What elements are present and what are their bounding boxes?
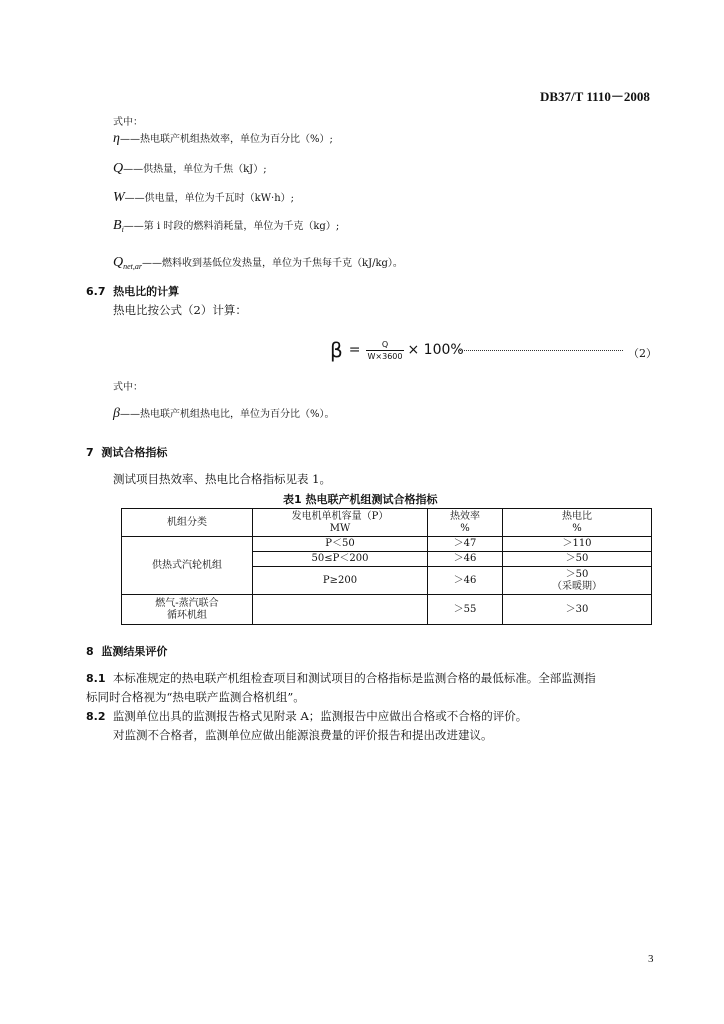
cell-capacity [253, 595, 428, 625]
section-number: 8 [86, 645, 94, 658]
group-name: 供热式汽轮机组 [122, 537, 253, 595]
section-title: 热电比的计算 [113, 285, 180, 298]
definition-q [113, 157, 267, 177]
formula-2 [330, 330, 464, 370]
paragraph-8-2 [86, 708, 527, 724]
section-heading-7 [86, 444, 167, 460]
symbol-q: Q [113, 161, 124, 176]
paragraph-text: 本标准规定的热电联产机组检查项目和测试项目的合格指标是监测合格的最低标准。全部监测指 [112, 671, 596, 685]
paragraph-text: 监测单位出具的监测报告格式见附录 A；监测报告中应做出合格或不合格的评价。 [112, 709, 528, 723]
table-caption: 表1 热电联产机组测试合格指标 [283, 493, 438, 506]
formula-lhs: β [330, 338, 343, 362]
formula-numerator: Q [381, 339, 389, 349]
header-line: % [460, 522, 470, 534]
cell-efficiency: ＞46 [428, 567, 503, 595]
table-row [122, 537, 652, 552]
header-line: 发电机单机容量（P） [291, 510, 389, 522]
section-title: 测试合格指标 [101, 446, 168, 459]
section-heading-6-7 [86, 283, 179, 299]
group-name [122, 595, 253, 625]
standard-number: DB37/T 1110－2008 [540, 89, 650, 104]
ratio-note: （采暖期） [552, 580, 602, 592]
definition-text: ——热电联产机组热电比，单位为百分比（%）。 [119, 409, 335, 420]
section-heading-8 [86, 643, 167, 659]
section-number: 7 [86, 446, 94, 459]
paragraph-8-2-cont: 对监测不合格者，监测单位应做出能源浪费量的评价报告和提出改进建议。 [113, 728, 493, 742]
symbol-eta: η [113, 131, 120, 146]
definition-text: ——第 i 时段的燃料消耗量，单位为千克（kg）; [123, 221, 340, 232]
formula-leader-dots [458, 344, 623, 351]
definition-qnet [113, 251, 403, 271]
definition-text: ——供电量，单位为千瓦时（kW·h）; [124, 193, 294, 204]
symbol-q-net: Q [113, 255, 124, 270]
symbol-b: B [113, 218, 122, 233]
symbol-w: W [113, 190, 125, 205]
where-label: 式中： [113, 117, 143, 128]
definition-beta [113, 402, 335, 422]
header-line: 热效率 [450, 510, 480, 522]
formula-equals: = [348, 342, 361, 358]
table-row [122, 595, 652, 625]
header-capacity [253, 509, 428, 537]
formula-fraction [366, 340, 405, 361]
table-header-row [122, 509, 652, 537]
clause-number: 8.2 [86, 710, 106, 723]
symbol-subscript: i [121, 225, 124, 234]
definition-text: ——燃料收到基低位发热量，单位为千焦每千克（kJ/kg）。 [142, 258, 403, 269]
formula-number: （2） [628, 347, 657, 360]
cell-ratio: ＞30 [503, 595, 652, 625]
ratio-line: ＞50 [565, 568, 589, 580]
cell-ratio: ＞50 [503, 552, 652, 567]
symbol-beta: β [113, 406, 120, 421]
formula-denominator: W×3600 [367, 351, 403, 361]
cell-efficiency: ＞46 [428, 552, 503, 567]
cell-efficiency: ＞55 [428, 595, 503, 625]
definition-text: ——热电联产机组热效率，单位为百分比（%）; [119, 134, 333, 145]
definition-bi [113, 214, 339, 234]
clause-number: 8.1 [86, 672, 106, 685]
cell-ratio [503, 567, 652, 595]
formula-multiplier: × 100% [407, 342, 464, 358]
section-intro: 测试项目热效率、热电比合格指标见表 1。 [113, 472, 331, 486]
section-number: 6.7 [86, 285, 106, 298]
paragraph-8-1-cont: 标同时合格视为“热电联产监测合格机组”。 [86, 690, 305, 704]
definition-eta [113, 127, 333, 147]
header-line: MW [329, 522, 351, 534]
cell-capacity: P＜50 [253, 537, 428, 552]
page-number: 3 [648, 953, 654, 965]
qualification-table [121, 508, 652, 625]
cell-efficiency: ＞47 [428, 537, 503, 552]
section-title: 监测结果评价 [101, 645, 168, 658]
paragraph-8-1 [86, 670, 596, 686]
group-name-line: 燃气-蒸汽联合 [155, 597, 219, 609]
symbol-subscript: net,ar [123, 262, 143, 271]
definition-text: ——供热量，单位为千焦（kJ）; [123, 164, 267, 175]
cell-capacity: P≥200 [253, 567, 428, 595]
section-intro: 热电比按公式（2）计算： [113, 303, 247, 317]
where-label: 式中： [113, 382, 143, 393]
group-name-line: 循环机组 [167, 609, 207, 621]
header-line: % [572, 522, 582, 534]
header-unit-category: 机组分类 [122, 509, 253, 537]
cell-capacity: 50≤P＜200 [253, 552, 428, 567]
cell-ratio: ＞110 [503, 537, 652, 552]
definition-w [113, 186, 294, 206]
header-line: 热电比 [562, 510, 592, 522]
header-efficiency [428, 509, 503, 537]
header-ratio [503, 509, 652, 537]
